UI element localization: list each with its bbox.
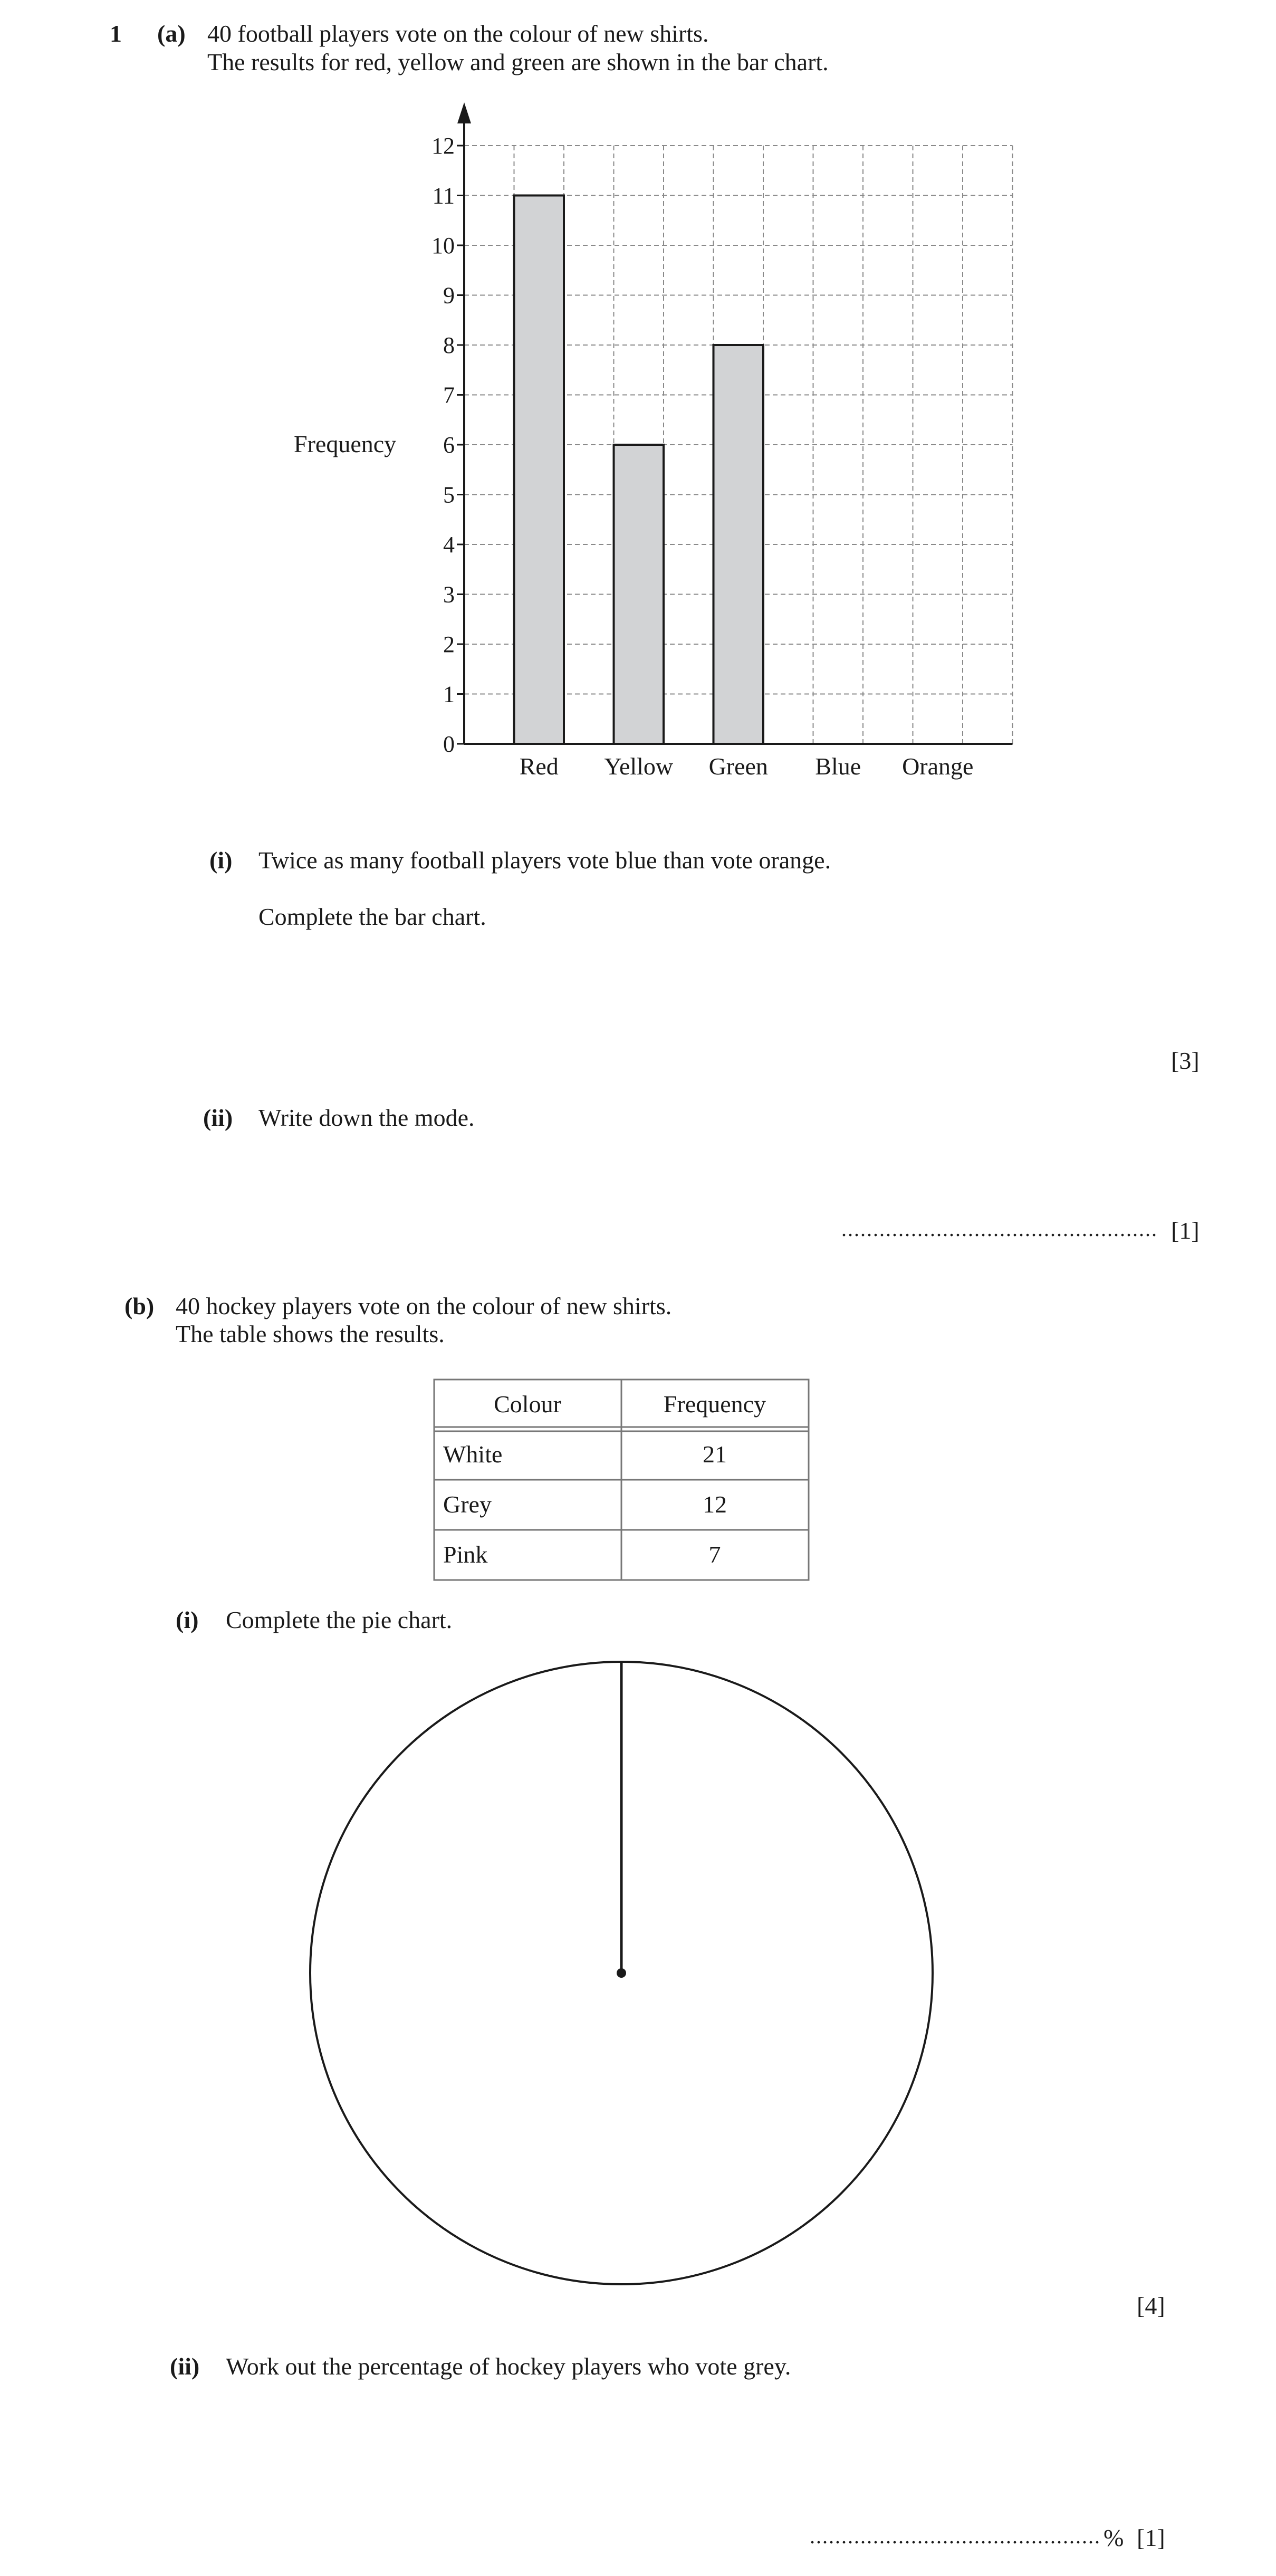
x-tick-label-yellow: Yellow: [604, 753, 674, 780]
pie-chart[interactable]: [0, 1646, 1276, 2300]
percentage-answer-line[interactable]: ..............................................: [810, 2524, 1101, 2548]
table-header-colour: Colour: [494, 1391, 561, 1418]
part-b-ii-text: Work out the percentage of hockey players who vote grey.: [226, 2353, 791, 2380]
part-a-ii-text: Write down the mode.: [258, 1104, 475, 1131]
bar-green: [714, 345, 764, 744]
y-tick-label: 8: [443, 332, 455, 358]
x-tick-label-green: Green: [708, 753, 768, 780]
y-tick-label: 10: [431, 233, 455, 258]
table-header-frequency: Frequency: [663, 1391, 766, 1418]
bar-red: [514, 196, 564, 744]
part-b-i-marks: [4]: [1137, 2292, 1165, 2319]
table-cell-frequency-white: 21: [703, 1441, 727, 1468]
x-tick-label-blue: Blue: [815, 753, 861, 780]
percentage-unit: %: [1104, 2524, 1124, 2551]
part-a-intro-line2: The results for red, yellow and green are shown in the bar chart.: [207, 49, 829, 75]
y-axis-label: Frequency: [294, 430, 397, 457]
y-tick-label: 12: [431, 133, 455, 159]
part-a-intro-line1: 40 football players vote on the colour of new shirts.: [207, 20, 709, 47]
y-tick-label: 4: [443, 532, 455, 558]
chart-labels: [431, 133, 973, 780]
table-cell-frequency-grey: 12: [703, 1491, 727, 1518]
y-tick-label: 6: [443, 432, 455, 458]
y-tick-label: 0: [443, 731, 455, 757]
y-tick-label: 1: [443, 681, 455, 707]
table-cell-colour-grey: Grey: [443, 1491, 492, 1518]
part-a-i-label: (i): [209, 847, 233, 874]
y-tick-label: 3: [443, 581, 455, 608]
y-tick-label: 7: [443, 382, 455, 408]
table-cell-colour-white: White: [443, 1441, 503, 1468]
table-cell-colour-pink: Pink: [443, 1541, 488, 1568]
y-tick-label: 5: [443, 482, 455, 508]
part-a-i-marks: [3]: [1171, 1047, 1200, 1074]
part-b-i-text: Complete the pie chart.: [226, 1606, 453, 1633]
part-b-ii-label: (ii): [170, 2353, 200, 2380]
pie-centre-dot: [617, 1968, 626, 1978]
part-b-intro-line2: The table shows the results.: [176, 1320, 445, 1347]
y-axis-arrow: [457, 102, 471, 123]
part-a-ii-marks: [1]: [1171, 1217, 1200, 1244]
part-a-i-text: Twice as many football players vote blue than vote orange.: [258, 847, 831, 874]
part-b-i-label: (i): [176, 1606, 199, 1633]
part-b-ii-marks: [1]: [1137, 2524, 1165, 2551]
part-b-label: (b): [124, 1292, 155, 1319]
part-a-i-instruction: Complete the bar chart.: [258, 903, 486, 930]
x-tick-label-orange: Orange: [902, 753, 974, 780]
table-cell-frequency-pink: 7: [708, 1541, 721, 1568]
question-number: 1: [110, 20, 122, 47]
bar-yellow: [614, 445, 664, 744]
part-a-label: (a): [157, 20, 186, 47]
chart-bars: [514, 196, 764, 744]
y-tick-label: 11: [432, 183, 455, 209]
part-b-intro-line1: 40 hockey players vote on the colour of new shirts.: [176, 1292, 672, 1319]
bar-chart[interactable]: [0, 0, 1276, 802]
y-tick-label: 2: [443, 631, 455, 657]
part-a-ii-label: (ii): [203, 1104, 233, 1131]
y-tick-label: 9: [443, 282, 455, 309]
mode-answer-line[interactable]: ..................................................: [841, 1217, 1158, 1241]
x-tick-label-red: Red: [519, 753, 559, 780]
